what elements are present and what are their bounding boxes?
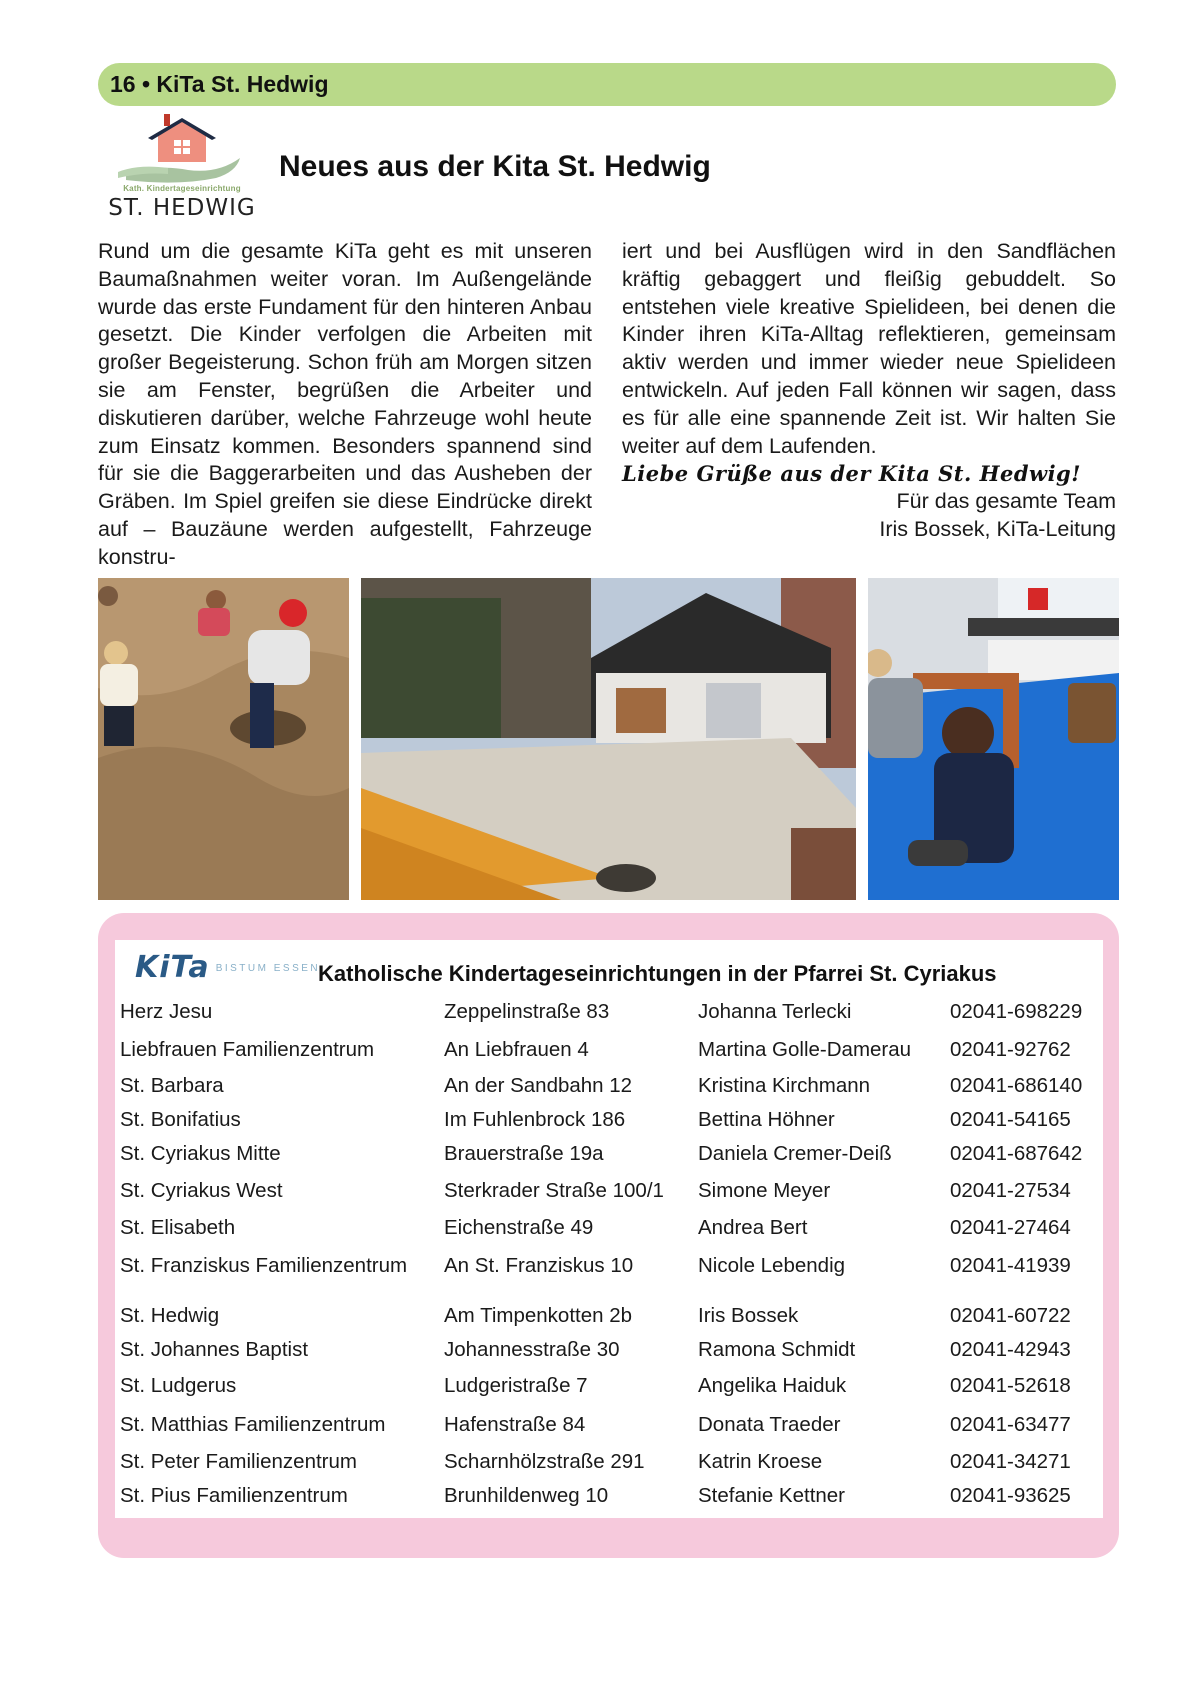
kita-phone: 02041-698229: [950, 1000, 1083, 1023]
article-text-right: iert und bei Ausflügen wird in den Sandflächen kräftig gebaggert und fleißig gebuddelt. So entstehen viele kreative Spielideen, bei denen die Kinder ihren KiTa-Alltag reflektieren, gemeinsam aktiv werden und immer wieder neue Spielideen entwickeln. Auf jeden Fall können wir sagen, dass es für alle eine spannende Zeit ist. Wir halten Sie weiter auf dem Laufenden.: [622, 239, 1116, 458]
kita-name: St. Pius Familienzentrum: [120, 1484, 348, 1507]
kita-address: Sterkrader Straße 100/1: [444, 1179, 664, 1202]
kita-contact: Andrea Bert: [698, 1216, 808, 1239]
kita-contact: Stefanie Kettner: [698, 1484, 846, 1507]
kita-phone: 02041-41939: [950, 1254, 1071, 1277]
kita-address: An Liebfrauen 4: [444, 1038, 589, 1061]
signature-line-1: Für das gesamte Team: [896, 489, 1116, 514]
page-header-bar: [98, 63, 1116, 106]
kita-address: Hafenstraße 84: [444, 1413, 586, 1436]
article-text-left: Rund um die gesamte KiTa geht es mit unseren Baumaßnahmen weiter voran. Im Außengelände wurde das erste Fundament für den hinteren Anbau gesetzt. Die Kinder verfolgen die Arbeiten mit großer Begeisterung. Schon früh am Morgen sitzen sie am Fenster, begrüßen die Arbeiter und diskutieren darüber, welche Fahrzeuge wohl heute zum Einsatz kommen. Besonders spannend sind für sie die Baggerarbeiten und das Ausheben der Gräben. Im Spiel greifen sie diese Eindrücke direkt auf – Bauzäune werden aufgestellt, Fahrzeuge konstru-: [98, 239, 592, 569]
kita-contact: Martina Golle-Damerau: [698, 1038, 912, 1061]
table-row: [120, 1216, 1100, 1244]
kita-contact: Simone Meyer: [698, 1179, 831, 1202]
table-row: [120, 1484, 1100, 1512]
table-row: [120, 1254, 1100, 1282]
kita-name: St. Cyriakus West: [120, 1179, 283, 1202]
table-row: [120, 1108, 1100, 1136]
kita-name: St. Hedwig: [120, 1304, 220, 1327]
kita-logo-text: KiTa: [135, 950, 210, 985]
logo-caption: Kath. Kindertageseinrichtung: [123, 184, 241, 193]
table-row: [120, 1179, 1100, 1207]
kita-phone: 02041-687642: [950, 1142, 1083, 1165]
kita-address: Brunhildenweg 10: [444, 1484, 609, 1507]
article-column-right: [622, 238, 1116, 544]
table-row: [120, 1338, 1100, 1366]
kita-name: Herz Jesu: [120, 1000, 213, 1023]
article-column-left: [98, 238, 592, 572]
kita-name: St. Johannes Baptist: [120, 1338, 309, 1361]
kita-address: Eichenstraße 49: [444, 1216, 594, 1239]
table-row: [120, 1000, 1100, 1028]
kita-name: St. Barbara: [120, 1074, 224, 1097]
directory-title: Katholische Kindertageseinrichtungen in der Pfarrei St. Cyriakus: [318, 961, 997, 986]
kita-phone: 02041-54165: [950, 1108, 1071, 1131]
kita-address: Ludgeristraße 7: [444, 1374, 588, 1397]
kita-phone: 02041-686140: [950, 1074, 1083, 1097]
house-hand-icon: [98, 114, 266, 186]
table-row: [120, 1450, 1100, 1478]
kita-contact: Angelika Haiduk: [698, 1374, 847, 1397]
kita-name: St. Ludgerus: [120, 1374, 237, 1397]
kita-phone: 02041-93625: [950, 1484, 1071, 1507]
kita-contact: Johanna Terlecki: [698, 1000, 852, 1023]
kita-contact: Kristina Kirchmann: [698, 1074, 871, 1097]
kita-phone: 02041-27534: [950, 1179, 1071, 1202]
kita-name: St. Peter Familienzentrum: [120, 1450, 357, 1473]
kita-address: Am Timpenkotten 2b: [444, 1304, 633, 1327]
kita-logo-subtext: BISTUM ESSEN: [215, 963, 321, 974]
table-row: [120, 1304, 1100, 1332]
kita-phone: 02041-27464: [950, 1216, 1071, 1239]
kita-address: An St. Franziskus 10: [444, 1254, 634, 1277]
kita-name: St. Matthias Familienzentrum: [120, 1413, 386, 1436]
table-row: [120, 1074, 1100, 1102]
kita-contact: Daniela Cremer-Deiß: [698, 1142, 892, 1165]
kita-contact: Bettina Höhner: [698, 1108, 835, 1131]
photo-children-blocks: [868, 578, 1119, 900]
kita-address: Zeppelinstraße 83: [444, 1000, 610, 1023]
kita-contact: Ramona Schmidt: [698, 1338, 856, 1361]
kita-contact: Nicole Lebendig: [698, 1254, 846, 1277]
kita-phone: 02041-52618: [950, 1374, 1071, 1397]
kita-address: An der Sandbahn 12: [444, 1074, 633, 1097]
kita-name: St. Elisabeth: [120, 1216, 236, 1239]
kita-contact: Donata Traeder: [698, 1413, 841, 1436]
article-greeting: Liebe Grüße aus der Kita St. Hedwig!: [622, 461, 1081, 487]
table-row: [120, 1374, 1100, 1402]
kita-address: Im Fuhlenbrock 186: [444, 1108, 626, 1131]
table-row: [120, 1038, 1100, 1066]
kita-address: Brauerstraße 19a: [444, 1142, 604, 1165]
page-header-label: 16 • KiTa St. Hedwig: [110, 71, 329, 97]
article-title: Neues aus der Kita St. Hedwig: [279, 150, 711, 183]
kita-contact: Katrin Kroese: [698, 1450, 823, 1473]
kita-name: St. Franziskus Familienzentrum: [120, 1254, 408, 1277]
logo-name: ST. HEDWIG: [108, 195, 256, 221]
kita-phone: 02041-63477: [950, 1413, 1071, 1436]
kita-hedwig-logo: [98, 114, 266, 224]
kita-name: Liebfrauen Familienzentrum: [120, 1038, 375, 1061]
kita-phone: 02041-34271: [950, 1450, 1071, 1473]
table-row: [120, 1413, 1100, 1441]
kita-phone: 02041-42943: [950, 1338, 1071, 1361]
kita-address: Johannesstraße 30: [444, 1338, 620, 1361]
kita-phone: 02041-92762: [950, 1038, 1071, 1061]
kita-address: Scharnhölzstraße 291: [444, 1450, 645, 1473]
kita-name: St. Bonifatius: [120, 1108, 241, 1131]
table-row: [120, 1142, 1100, 1170]
kita-name: St. Cyriakus Mitte: [120, 1142, 281, 1165]
photo-children-sandpit: [98, 578, 349, 900]
signature-line-2: Iris Bossek, KiTa-Leitung: [879, 516, 1116, 541]
kita-phone: 02041-60722: [950, 1304, 1071, 1327]
kita-bistum-essen-logo: [135, 950, 320, 985]
kita-contact: Iris Bossek: [698, 1304, 799, 1327]
photo-construction-site: [361, 578, 856, 900]
